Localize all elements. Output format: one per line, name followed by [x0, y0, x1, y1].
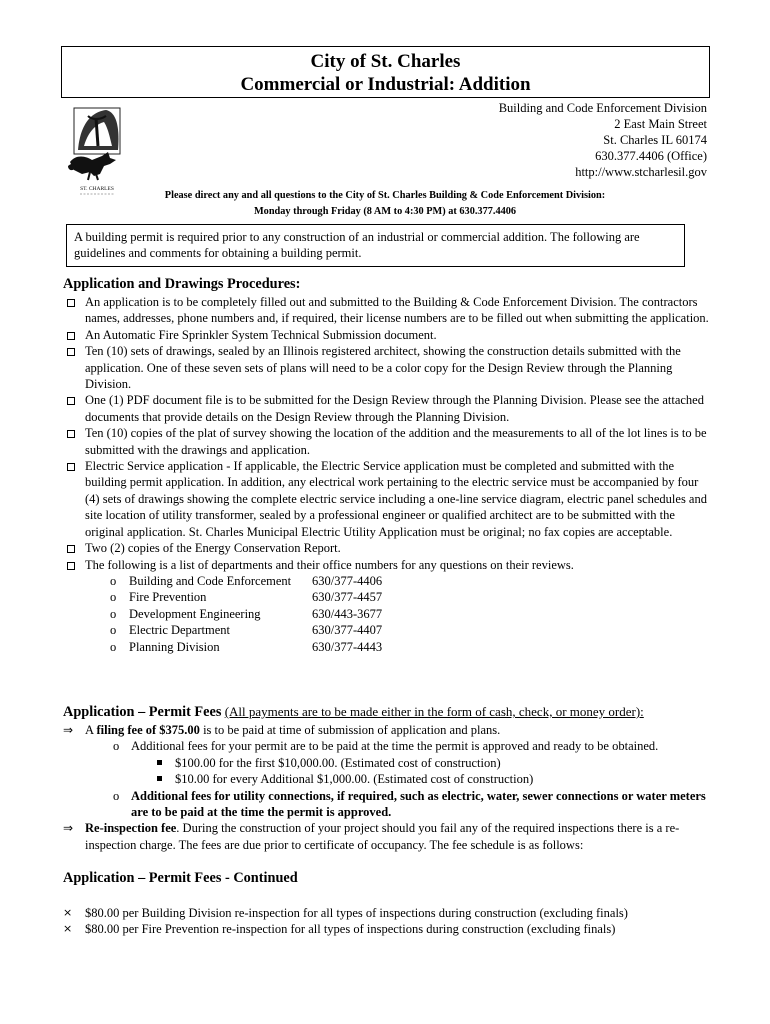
website-link[interactable]: http://www.stcharlesil.gov — [575, 165, 707, 179]
checkbox-bullet-icon — [67, 562, 75, 570]
list-item: The following is a list of departments and their office numbers for any questions on their reviews. — [63, 557, 713, 573]
list-item: Ten (10) copies of the plat of survey showing the location of the addition and the measurements to all of the lot lines is to be submitted with the drawings and application. — [63, 425, 713, 458]
fees-payment-note: (All payments are to be made either in the form of cash, check, or money order): — [224, 704, 644, 719]
city-state-zip: St. Charles IL 60174 — [603, 133, 707, 147]
directions-note — [0, 188, 770, 220]
checkbox-bullet-icon — [67, 430, 75, 438]
arrow-right-icon: ⇒ — [63, 821, 74, 836]
city-logo — [66, 106, 128, 198]
list-item: One (1) PDF document file is to be submitted for the Design Review through the Planning Division. Please see the attached documents that provide details on the Design Review through the Planning Division. — [63, 392, 713, 425]
page-title: City of St. Charles — [310, 51, 461, 72]
fees-list — [63, 722, 713, 853]
checkbox-bullet-icon — [67, 397, 75, 405]
division-name: Building and Code Enforcement Division — [498, 101, 707, 115]
page-subtitle: Commercial or Industrial: Addition — [240, 74, 531, 95]
directions-line-2: Monday through Friday (8 AM to 4:30 PM) at 630.377.4406 — [253, 206, 517, 217]
list-item: × $80.00 per Fire Prevention re-inspection for all types of inspections during construction (excluding finals) — [63, 922, 616, 937]
department-row: o Development Engineering 630/443-3677 — [110, 606, 383, 621]
list-item: An Automatic Fire Sprinkler System Technical Submission document. — [63, 327, 713, 343]
fees-heading-row — [63, 704, 723, 720]
cross-bullet-icon: × — [63, 922, 73, 936]
checkbox-bullet-icon — [67, 332, 75, 340]
fox-logo-icon — [66, 106, 128, 198]
contact-block — [499, 100, 707, 180]
fees-heading: Application – Permit Fees — [63, 704, 222, 720]
list-item: $10.00 for every Additional $1,000.00. (Estimated cost of construction) — [63, 771, 713, 787]
logo-caption: ST. CHARLES — [80, 186, 114, 192]
checkbox-bullet-icon — [67, 545, 75, 553]
list-item: o Additional fees for utility connections, if required, such as electric, water, sewer connections or water meters are to be paid at the time the permit is approved. — [113, 788, 706, 820]
arrow-right-icon: ⇒ — [63, 723, 74, 737]
department-row: o Fire Prevention 630/377-4457 — [110, 590, 383, 605]
square-bullet-icon — [157, 776, 162, 781]
reinspection-schedule — [63, 905, 733, 938]
procedures-list — [63, 294, 713, 655]
department-row: o Building and Code Enforcement 630/377-4406 — [110, 573, 383, 588]
square-bullet-icon — [157, 760, 162, 765]
title-box — [61, 46, 710, 98]
list-item: Electric Service application - If applicable, the Electric Service application must be completed and submitted with the building permit application. In addition, any electrical work pertaining to the electric service must be accompanied by four (4) sets of drawings showing the complete electric service including a one-line service diagram, electric panel schedules and site location of utility transformer, sealed by a professional engineer or qualified architect are to be submitted with the original application. St. Charles Municipal Electric Utility Application must be original; no fax copies are acceptable. — [63, 458, 713, 540]
checkbox-bullet-icon — [67, 463, 75, 471]
list-item: ⇒ Re-inspection fee. During the construction of your project should you fail any of the required inspections there is a re-inspection charge. The fees are due prior to certificate of occupancy. The fee schedule is as follows: — [63, 821, 680, 852]
checkbox-bullet-icon — [67, 348, 75, 356]
checkbox-bullet-icon — [67, 299, 75, 307]
street-address: 2 East Main Street — [614, 117, 707, 131]
list-item: $100.00 for the first $10,000.00. (Estimated cost of construction) — [63, 755, 713, 771]
list-item: ⇒ A filing fee of $375.00 is to be paid at time of submission of application and plans. — [63, 723, 501, 737]
list-item: × $80.00 per Building Division re-inspection for all types of inspections during construction (excluding finals) — [63, 906, 628, 920]
cross-bullet-icon: × — [63, 906, 73, 919]
fees-continued-heading: Application – Permit Fees - Continued — [63, 870, 298, 886]
permit-notice-box: A building permit is required prior to any construction of an industrial or commercial addition. The following are guidelines and comments for obtaining a building permit. — [66, 224, 685, 267]
department-row: o Planning Division 630/377-4443 — [110, 639, 383, 654]
procedures-heading: Application and Drawings Procedures: — [63, 276, 301, 292]
list-item: Ten (10) sets of drawings, sealed by an Illinois registered architect, showing the construction details submitted with the application. One of these seven sets of plans will need to be a color copy for the Design Review through the Planning Division. — [63, 343, 713, 392]
list-item: o Additional fees for your permit are to be paid at the time the permit is approved and ready to be obtained. — [113, 739, 659, 754]
list-item: An application is to be completely filled out and submitted to the Building & Code Enforcement Division. The contractors names, addresses, phone numbers and, if required, their license numbers are to be filled out when submitting the application. — [63, 294, 713, 327]
department-row: o Electric Department 630/377-4407 — [110, 623, 383, 638]
directions-line-1: Please direct any and all questions to the City of St. Charles Building & Code Enforcement Division: — [164, 190, 606, 201]
list-item: Two (2) copies of the Energy Conservation Report. — [63, 540, 713, 556]
office-phone: 630.377.4406 (Office) — [595, 149, 707, 163]
